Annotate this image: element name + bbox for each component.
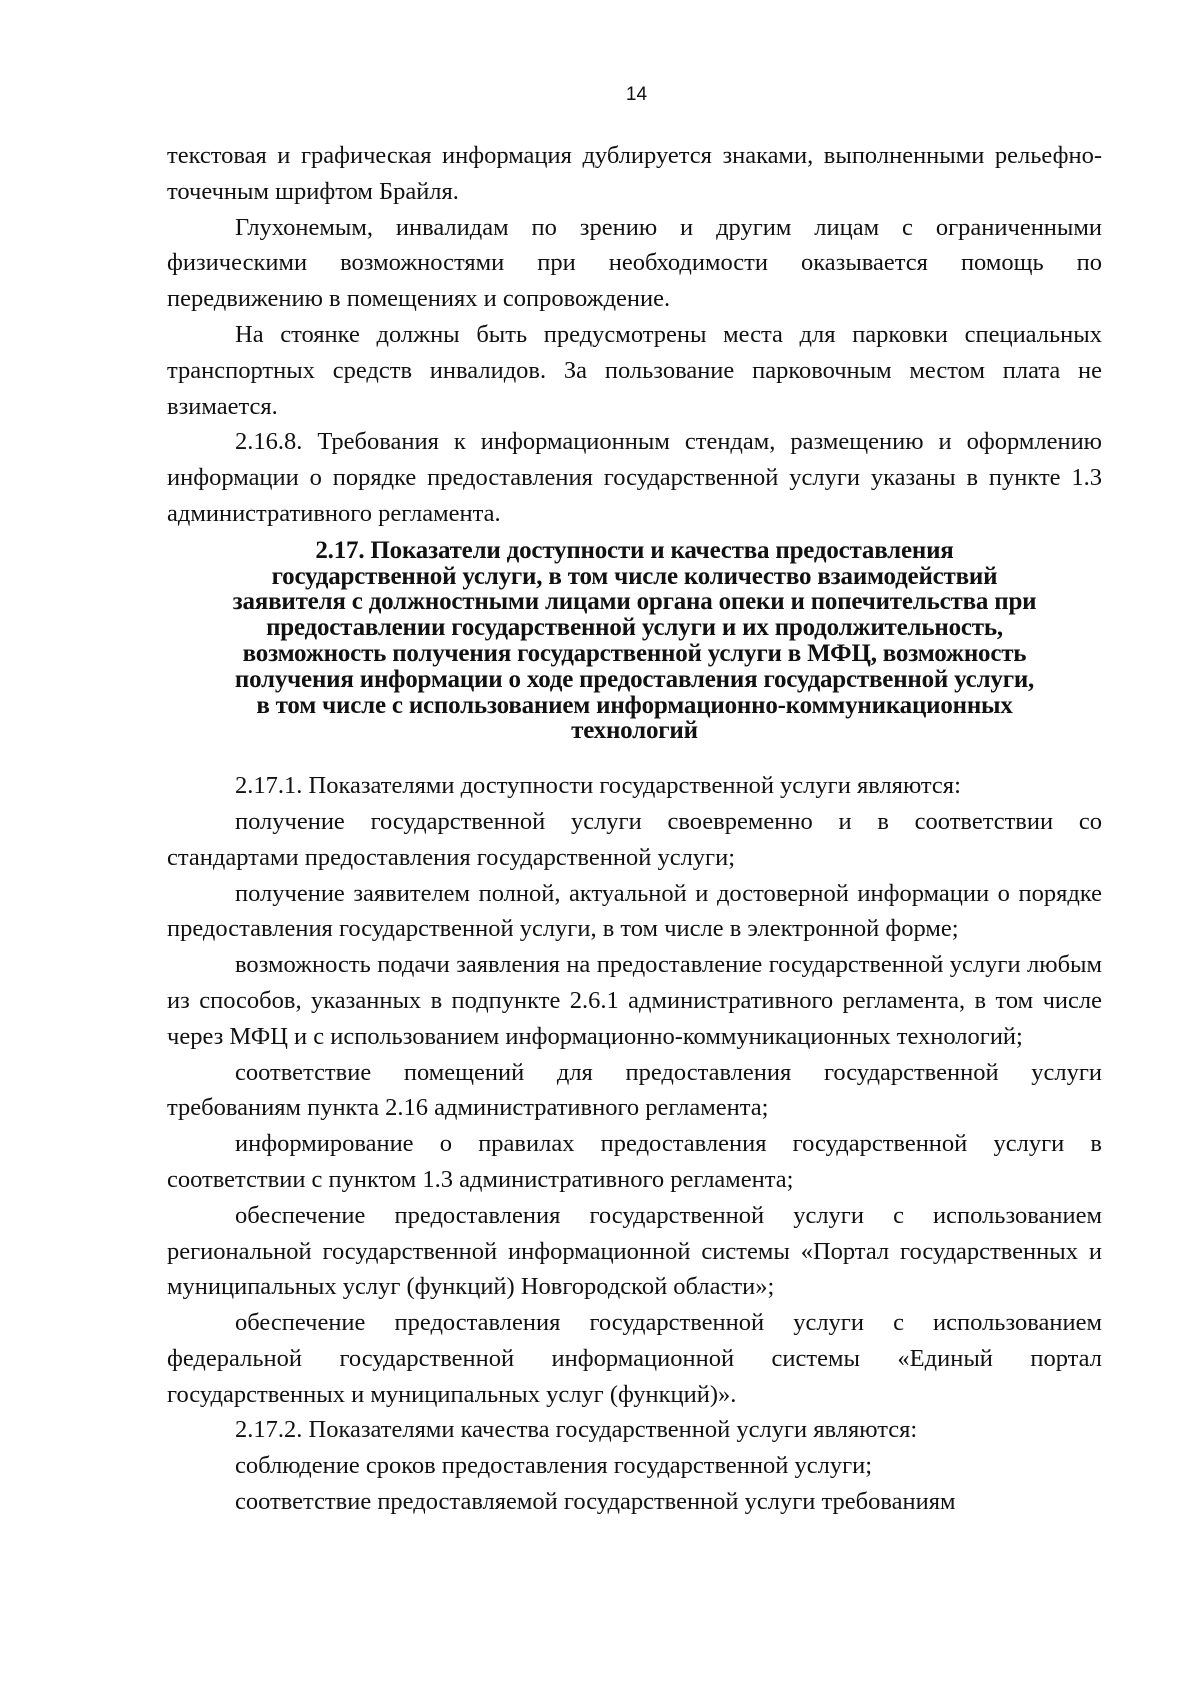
paragraph: обеспечение предоставления государственной услуги с использованием региональной государственной информационной системы «Портал государственных и муниципальных услуг (функций) Новгородской области»; bbox=[167, 1201, 1102, 1301]
paragraph: соответствие предоставляемой государственной услуги требованиям bbox=[235, 1488, 956, 1516]
heading-line: предоставлении государственной услуги и их продолжительность, bbox=[266, 614, 1003, 642]
paragraph: информирование о правилах предоставления государственной услуги в соответствии с пунктом 1.3 административного регламента; bbox=[167, 1130, 1102, 1193]
paragraph: Глухонемым, инвалидам по зрению и другим лицам с ограниченными физическими возможностями при необходимости оказывается помощь по передвижению в помещениях и сопровождение. bbox=[167, 213, 1102, 313]
paragraph: 2.16.8. Требования к информационным стендам, размещению и оформлению информации о порядке предоставления государственной услуги указаны в пункте 1.3 административного регламента. bbox=[167, 428, 1102, 527]
paragraph: обеспечение предоставления государственной услуги с использованием федеральной государственной информационной системы «Единый портал государственных и муниципальных услуг (функций)». bbox=[167, 1309, 1102, 1408]
heading-line: получения информации о ходе предоставления государственной услуги, bbox=[234, 665, 1035, 693]
heading-line: возможность получения государственной услуги в МФЦ, возможность bbox=[242, 639, 1027, 667]
heading-line: 2.17. Показатели доступности и качества предоставления bbox=[315, 536, 954, 564]
paragraph: 2.17.2. Показателями качества государственной услуги являются: bbox=[235, 1416, 918, 1444]
document-body bbox=[167, 138, 1102, 1520]
heading-line: в том числе с использованием информационно-коммуникационных bbox=[256, 691, 1013, 719]
heading-line: технологий bbox=[571, 717, 698, 745]
paragraph: 2.17.1. Показателями доступности государственной услуги являются: bbox=[235, 772, 961, 800]
paragraph: получение заявителем полной, актуальной и достоверной информации о порядке предоставления государственной услуги, в том числе в электронной форме; bbox=[167, 879, 1102, 943]
paragraph: получение государственной услуги своевременно и в соответствии со стандартами предоставления государственной услуги; bbox=[167, 807, 1102, 871]
paragraph: На стоянке должны быть предусмотрены места для парковки специальных транспортных средств инвалидов. За пользование парковочным местом плата не взимается. bbox=[167, 320, 1102, 420]
paragraph: текстовая и графическая информация дублируется знаками, выполненными рельефно-точечным шрифтом Брайля. bbox=[167, 142, 1102, 205]
section-heading bbox=[167, 538, 1102, 744]
paragraph: возможность подачи заявления на предоставление государственной услуги любым из способов, указанных в подпункте 2.6.1 административного регламента, в том числе через МФЦ и с использованием информационно-коммуникационных технологий; bbox=[167, 951, 1102, 1050]
paragraph: соответствие помещений для предоставления государственной услуги требованиям пункта 2.16 административного регламента; bbox=[167, 1058, 1102, 1122]
heading-line: заявителя с должностными лицами органа опеки и попечительства при bbox=[232, 588, 1037, 616]
paragraph: соблюдение сроков предоставления государственной услуги; bbox=[235, 1452, 873, 1480]
page-number: 14 bbox=[625, 84, 648, 105]
heading-line: государственной услуги, в том числе количество взаимодействий bbox=[271, 562, 998, 590]
